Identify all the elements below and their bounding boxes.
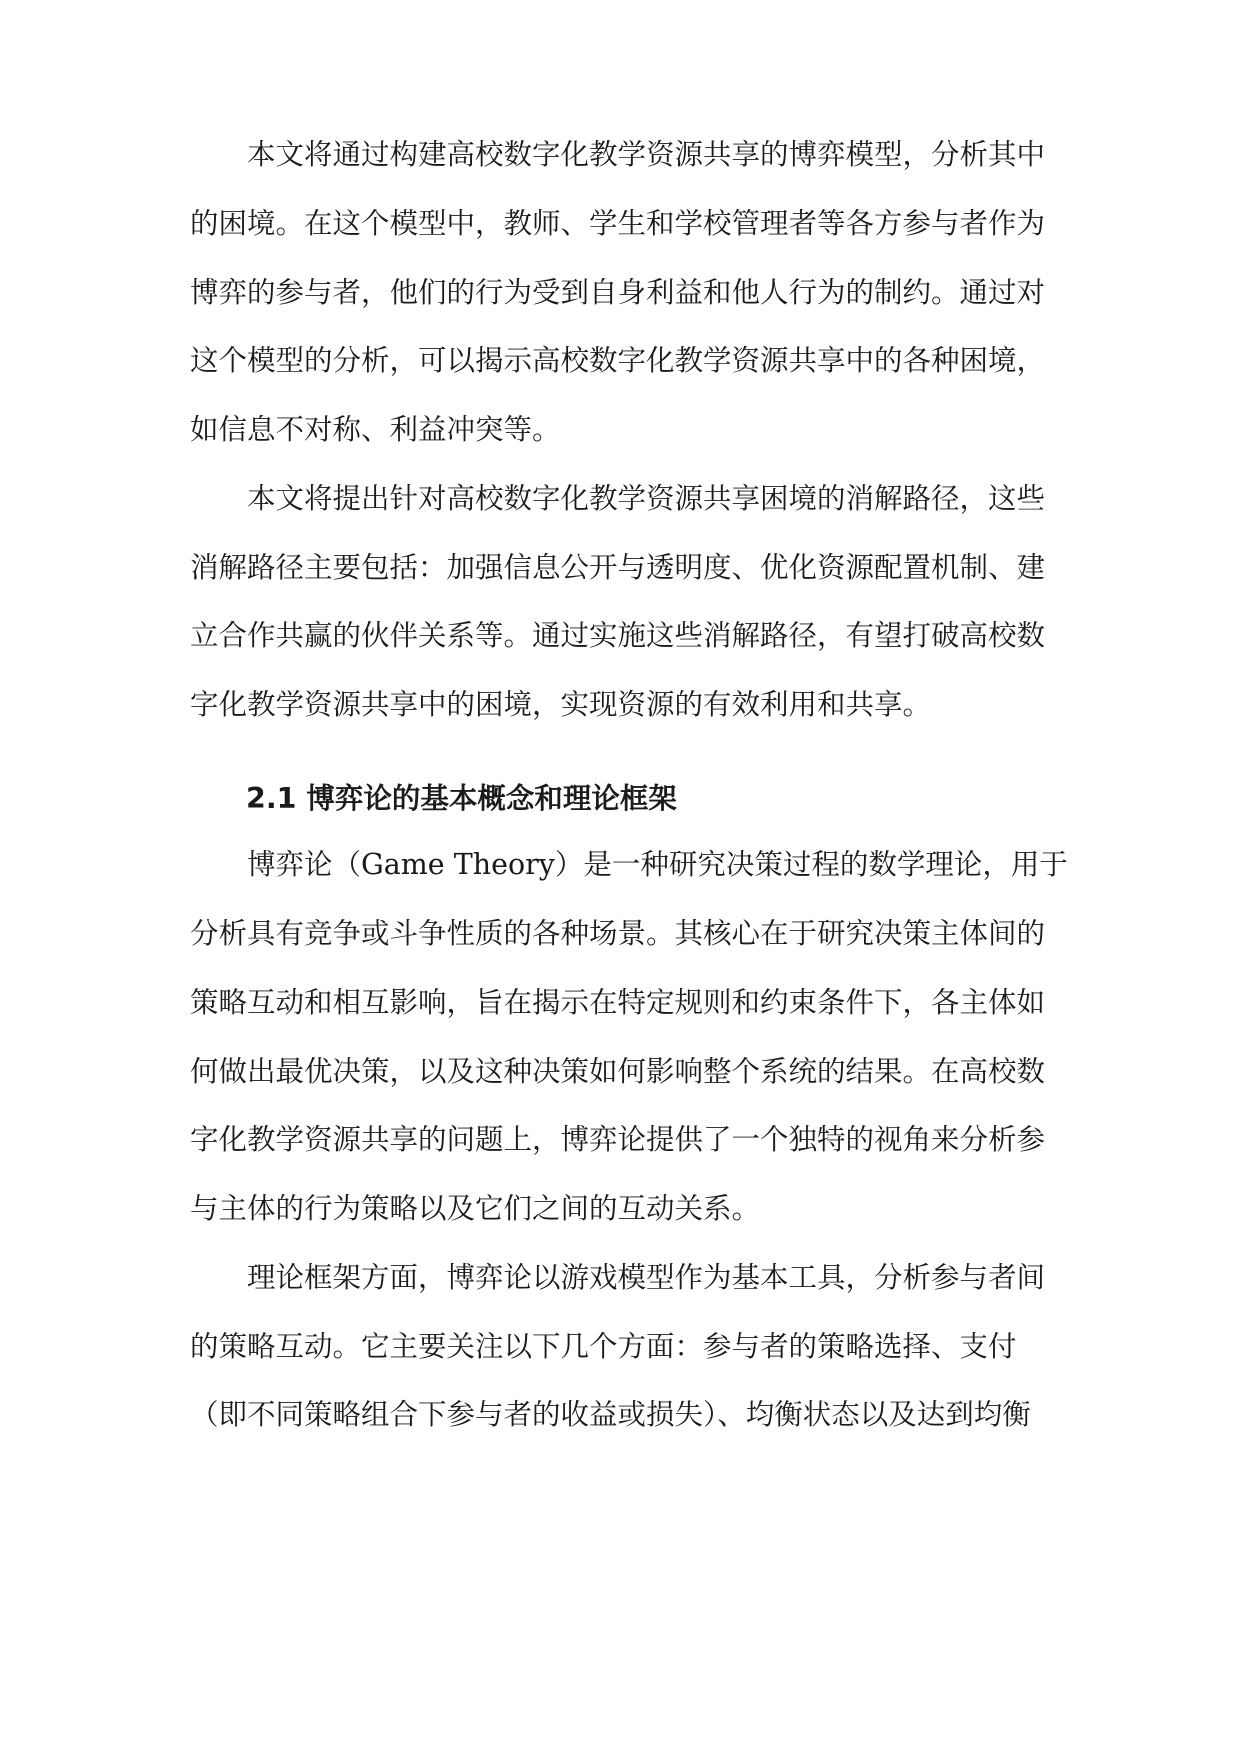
paragraph-3-line-4: 何做出最优决策，以及这种决策如何影响整个系统的结果。在高校数 (190, 1055, 1046, 1088)
paragraph-3-line-3: 策略互动和相互影响，旨在揭示在特定规则和约束条件下，各主体如 (190, 986, 1046, 1019)
paragraph-2-line-4: 字化教学资源共享中的困境，实现资源的有效利用和共享。 (190, 688, 932, 721)
paragraph-2-line-3: 立合作共赢的伙伴关系等。通过实施这些消解路径，有望打破高校数 (190, 619, 1046, 652)
paragraph-1-line-1: 本文将通过构建高校数字化教学资源共享的博弈模型，分析其中 (247, 138, 1046, 171)
paragraph-1-line-3: 博弈的参与者，他们的行为受到自身利益和他人行为的制约。通过对 (190, 276, 1046, 309)
paragraph-4-line-1: 理论框架方面，博弈论以游戏模型作为基本工具，分析参与者间 (247, 1261, 1046, 1294)
paragraph-4-line-3: （即不同策略组合下参与者的收益或损失）、均衡状态以及达到均衡 (190, 1398, 1031, 1431)
paragraph-3-line-6: 与主体的行为策略以及它们之间的互动关系。 (190, 1192, 761, 1225)
section-heading: 2.1 博弈论的基本概念和理论框架 (246, 782, 677, 815)
paragraph-1-line-2: 的困境。在这个模型中，教师、学生和学校管理者等各方参与者作为 (190, 207, 1046, 240)
paragraph-3-line-5: 字化教学资源共享的问题上，博弈论提供了一个独特的视角来分析参 (190, 1123, 1046, 1156)
paragraph-2-line-2: 消解路径主要包括：加强信息公开与透明度、优化资源配置机制、建 (190, 551, 1046, 584)
paragraph-4-line-2: 的策略互动。它主要关注以下几个方面：参与者的策略选择、支付 (190, 1330, 1017, 1363)
paragraph-2-line-1: 本文将提出针对高校数字化教学资源共享困境的消解路径，这些 (247, 482, 1046, 515)
paragraph-1-line-5: 如信息不对称、利益冲突等。 (190, 413, 561, 446)
paragraph-1-line-4: 这个模型的分析，可以揭示高校数字化教学资源共享中的各种困境， (190, 344, 1046, 377)
paragraph-3-line-1: 博弈论（Game Theory）是一种研究决策过程的数学理论，用于 (247, 848, 1068, 881)
paragraph-3-line-2: 分析具有竞争或斗争性质的各种场景。其核心在于研究决策主体间的 (190, 917, 1046, 950)
